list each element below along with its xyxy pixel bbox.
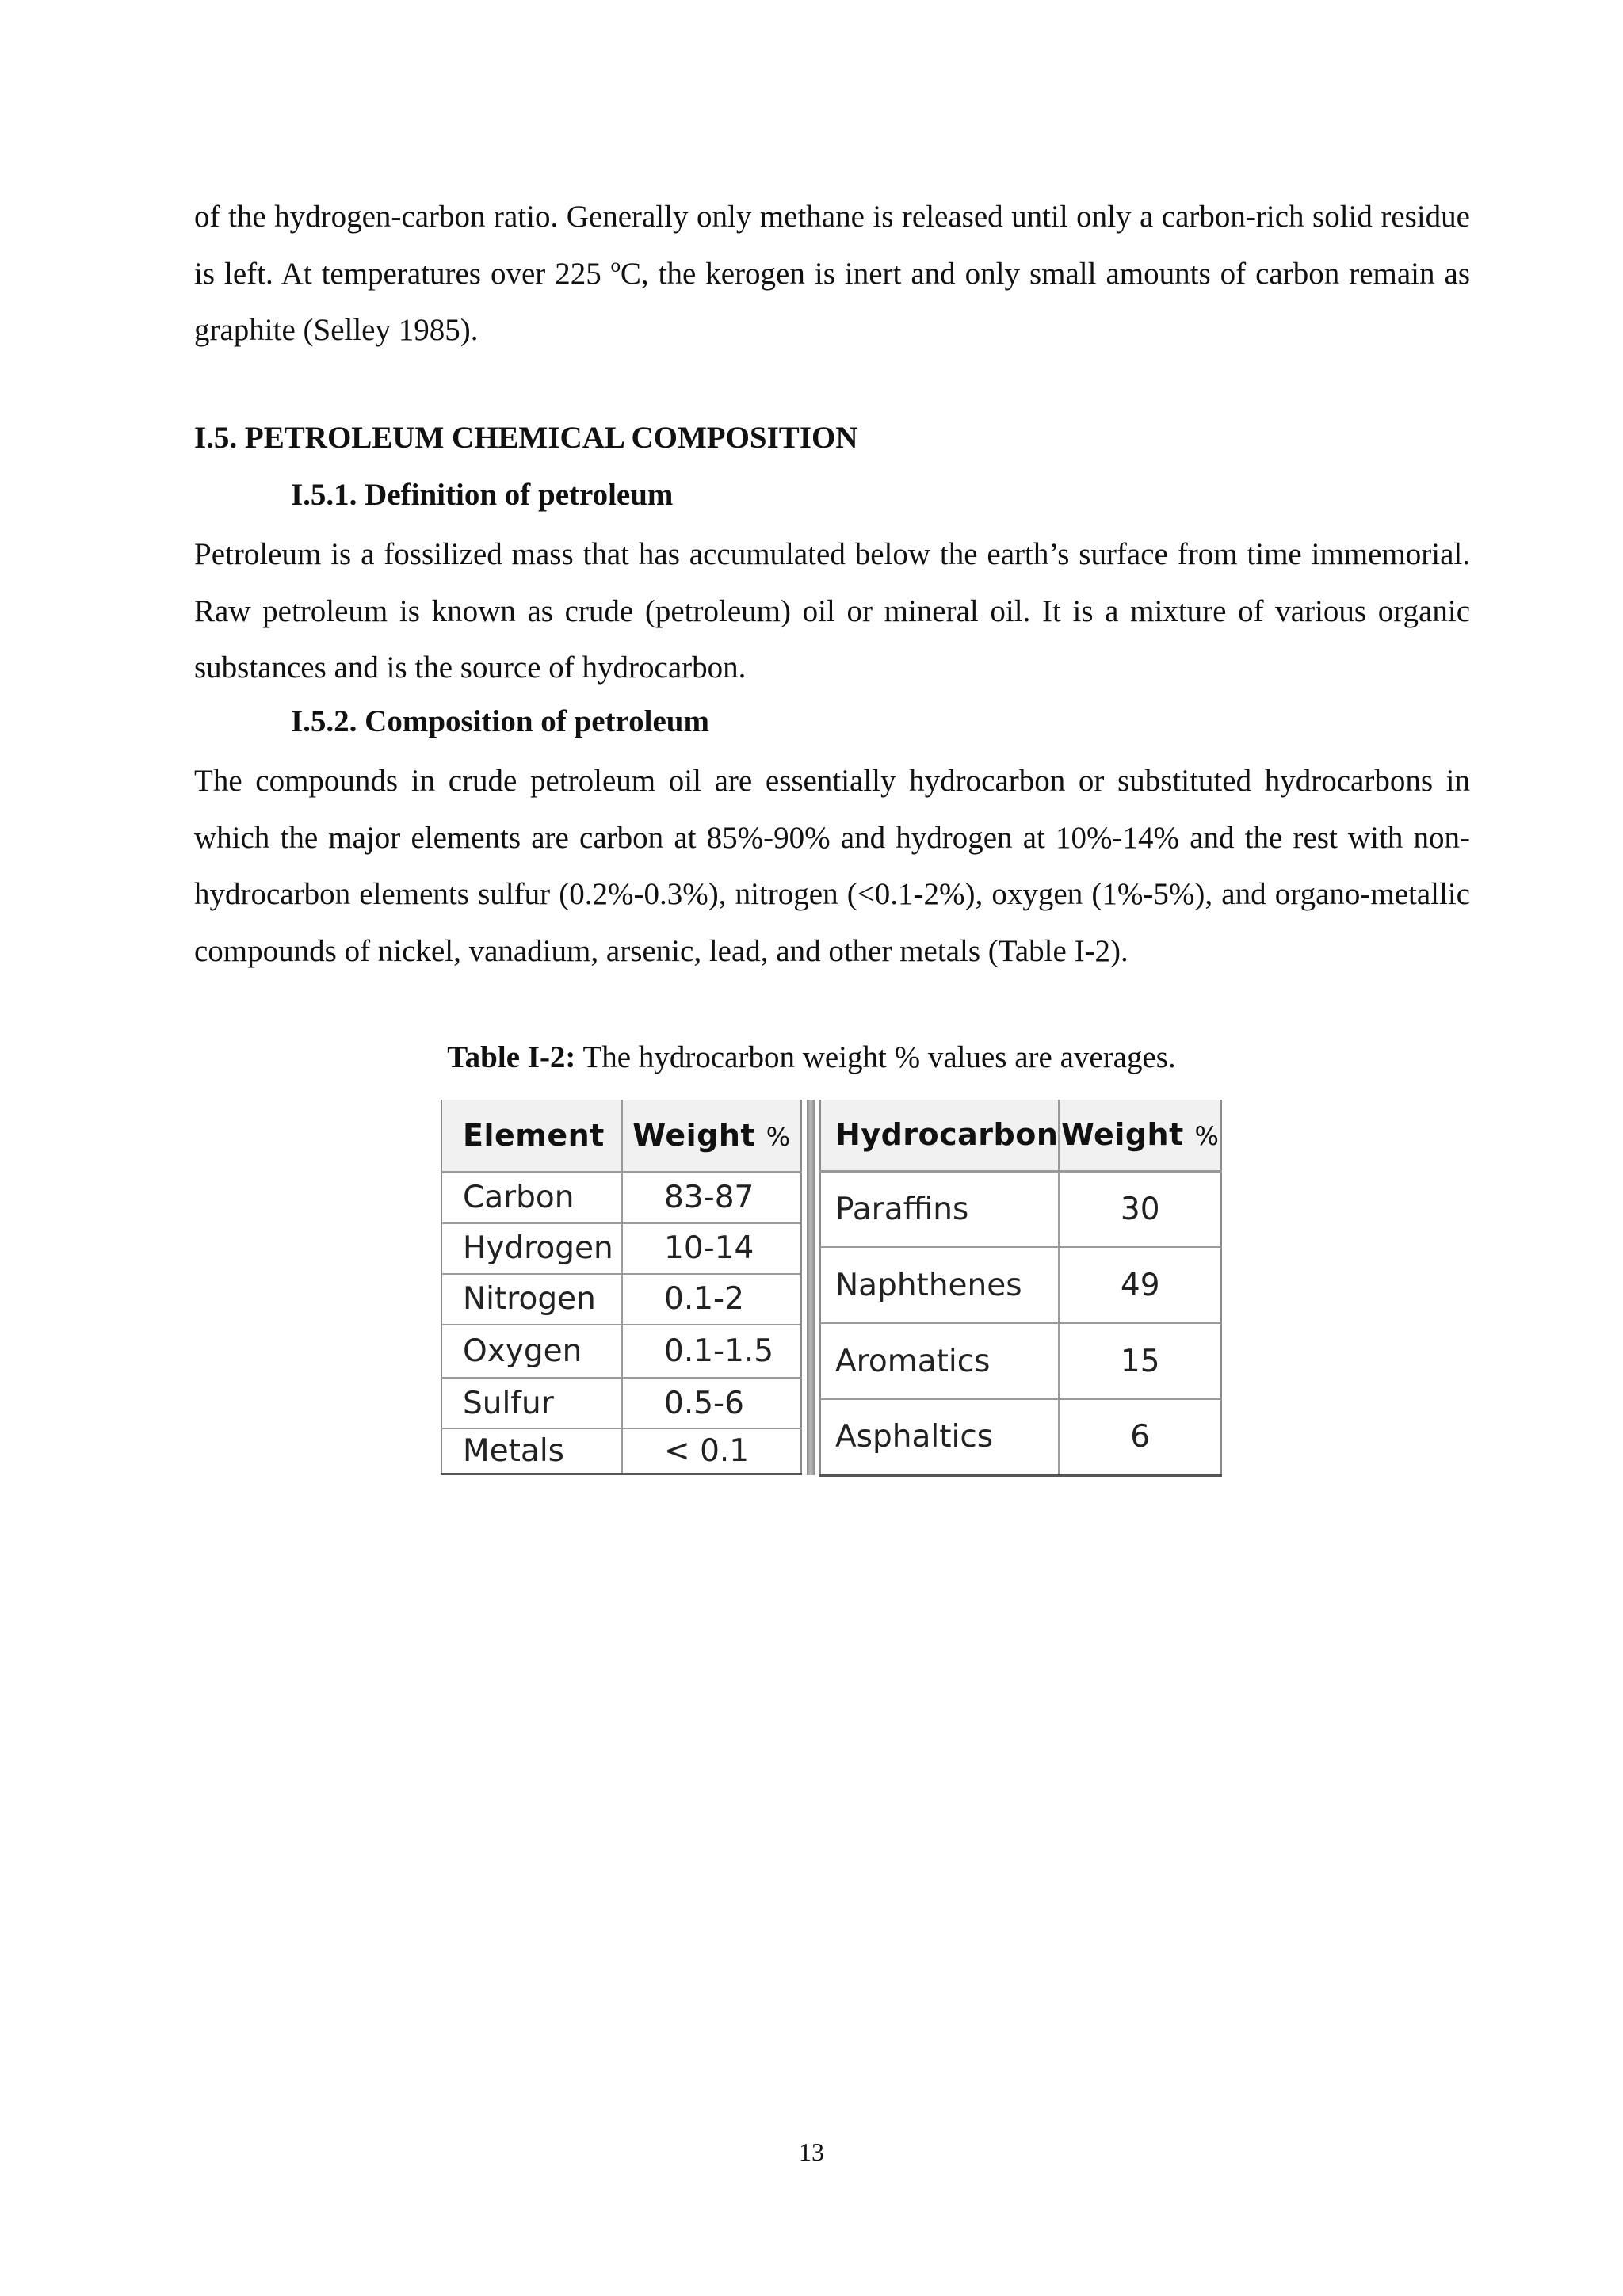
element-weight-header: Weight % xyxy=(622,1100,801,1173)
table-row xyxy=(441,1223,801,1274)
element-value: 10-14 xyxy=(622,1223,801,1274)
table-row xyxy=(441,1325,801,1378)
table-row xyxy=(820,1323,1221,1399)
hydrocarbon-table xyxy=(819,1100,1222,1475)
paragraph-definition: Petroleum is a fossilized mass that has accumulated below the earth’s surface from time immemorial. Raw petroleum is known as crude (petroleum) oil or mineral oil. It is a mixture of various organic substances and is the source of hydrocarbon. xyxy=(194,537,1470,685)
table-row xyxy=(441,1428,801,1474)
hydrocarbon-weight-header: Weight % xyxy=(1059,1100,1221,1171)
element-table xyxy=(441,1100,802,1475)
table-row xyxy=(441,1274,801,1325)
paragraph-kerogen: of the hydrogen-carbon ratio. Generally only methane is released until only a carbon-rich solid residue is left. At temperatures over 225 ºC, the kerogen is inert and only small amounts of carbon remain as graphite (Selley 1985). xyxy=(194,200,1470,347)
hydrocarbon-name: Aromatics xyxy=(820,1323,1059,1399)
paragraph-composition: The compounds in crude petroleum oil are essentially hydrocarbon or substituted hydrocarbons in which the major elements are carbon at 85%-90% and hydrogen at 10%-14% and the rest with non-hydrocarbon elements sulfur (0.2%-0.3%), nitrogen (<0.1-2%), oxygen (1%-5%), and organo-metallic compounds of nickel, vanadium, arsenic, lead, and other metals (Table I-2). xyxy=(194,764,1470,968)
element-table-header xyxy=(441,1100,801,1173)
hydrocarbon-name: Naphthenes xyxy=(820,1247,1059,1323)
element-header: Element xyxy=(441,1100,622,1173)
table-row xyxy=(820,1247,1221,1323)
composition-table xyxy=(441,1100,1222,1475)
section-heading: I.5. PETROLEUM CHEMICAL COMPOSITION xyxy=(194,421,858,455)
element-name: Oxygen xyxy=(441,1325,622,1378)
element-name: Sulfur xyxy=(441,1378,622,1428)
element-value: < 0.1 xyxy=(622,1428,801,1474)
element-value: 0.1-2 xyxy=(622,1274,801,1325)
table-row xyxy=(441,1173,801,1223)
element-name: Metals xyxy=(441,1428,622,1474)
page-number: 13 xyxy=(799,2138,824,2166)
hydrocarbon-value: 49 xyxy=(1059,1247,1221,1323)
hydrocarbon-header: Hydrocarbon xyxy=(820,1100,1059,1171)
subheading-definition: I.5.1. Definition of petroleum xyxy=(291,478,674,512)
table-row xyxy=(820,1171,1221,1247)
hydrocarbon-value: 6 xyxy=(1059,1399,1221,1475)
hydrocarbon-value: 30 xyxy=(1059,1171,1221,1247)
element-value: 0.1-1.5 xyxy=(622,1325,801,1378)
subheading-composition: I.5.2. Composition of petroleum xyxy=(291,704,709,738)
table-row xyxy=(820,1399,1221,1475)
element-value: 83-87 xyxy=(622,1173,801,1223)
table-separator xyxy=(802,1100,819,1475)
hydrocarbon-value: 15 xyxy=(1059,1323,1221,1399)
element-name: Nitrogen xyxy=(441,1274,622,1325)
table-caption xyxy=(0,1038,1623,1077)
element-name: Carbon xyxy=(441,1173,622,1223)
caption-label: Table I-2: xyxy=(447,1040,576,1074)
element-value: 0.5-6 xyxy=(622,1378,801,1428)
hydrocarbon-table-header xyxy=(820,1100,1221,1171)
element-name: Hydrogen xyxy=(441,1223,622,1274)
hydrocarbon-name: Paraffins xyxy=(820,1171,1059,1247)
caption-text: The hydrocarbon weight % values are averages. xyxy=(575,1040,1176,1074)
table-row xyxy=(441,1378,801,1428)
hydrocarbon-name: Asphaltics xyxy=(820,1399,1059,1475)
